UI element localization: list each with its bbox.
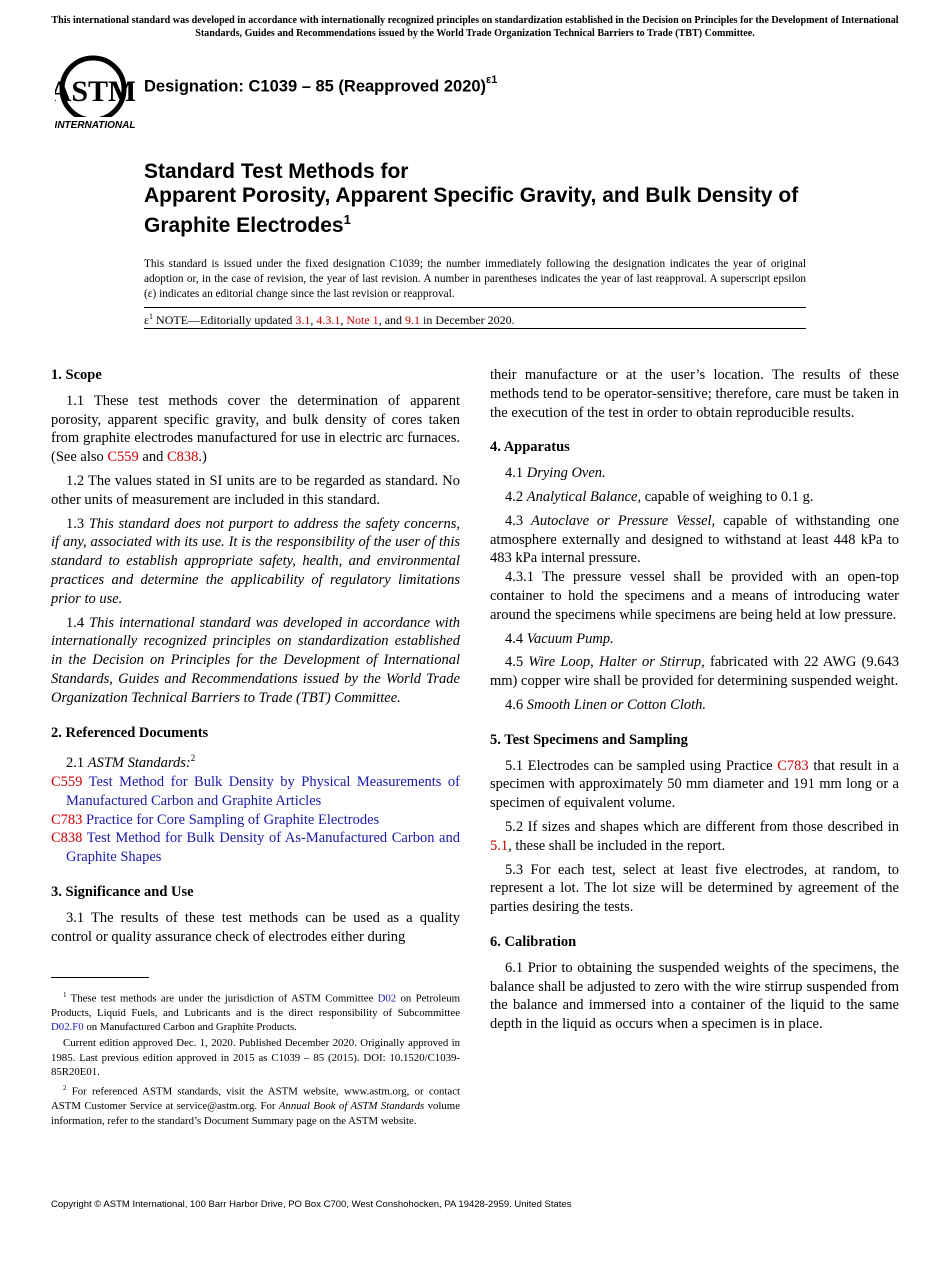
para-2-1 bbox=[51, 749, 460, 773]
para-text: 5.2 If sizes and shapes which are different from those described in bbox=[505, 818, 899, 835]
link-note-1[interactable]: Note 1 bbox=[346, 313, 379, 327]
para-text: capable of withstanding one atmosphere externally and designed to withstand at least 448 kPa to 483 kPa internal pressure. bbox=[490, 512, 900, 567]
para-text: capable of weighing to 0.1 g. bbox=[641, 488, 814, 505]
para-text: fabricated with 22 AWG (9.643 mm) copper wire shall be provided for determining suspended weight. bbox=[490, 654, 900, 690]
title-line2 bbox=[144, 184, 864, 238]
para-number: 4.4 bbox=[505, 630, 527, 647]
footnotes bbox=[51, 988, 460, 1130]
ref-code[interactable]: C783 bbox=[51, 811, 83, 828]
para-number: 4.2 bbox=[505, 488, 527, 505]
footnote-1 bbox=[51, 988, 460, 1034]
note-sep: , bbox=[310, 313, 317, 327]
para-number: 4.6 bbox=[505, 696, 527, 713]
issuance-note: This standard is issued under the fixed designation C1039; the number immediately following the designation indicates the year of original adoption or, in the case of revision, the year of last revision. A number in parentheses indicates the year of last reapproval. A superscript epsilon (ε) indicates an editorial change since the last revision or reapproval. bbox=[144, 258, 806, 300]
para-text: Wire Loop, Halter or Stirrup, bbox=[528, 654, 705, 671]
para-text: ASTM Standards: bbox=[87, 755, 191, 772]
para-4-6 bbox=[490, 696, 899, 715]
para-text: that result in a specimen with approximately 50 mm diameter and 191 mm long or a specimen of equivalent volume. bbox=[490, 757, 900, 812]
footnote-text: For referenced ASTM standards, visit the ASTM website, www.astm.org, or contact ASTM Customer Service at service@astm.org. For bbox=[51, 1085, 460, 1113]
para-number: 4.3 bbox=[505, 512, 532, 529]
section-heading-apparatus: 4. Apparatus bbox=[490, 439, 570, 456]
link-d02-f0[interactable]: D02.F0 bbox=[51, 1021, 84, 1034]
link-3-1[interactable]: 3.1 bbox=[295, 313, 311, 327]
link-d02[interactable]: D02 bbox=[377, 992, 397, 1005]
epsilon-sup: 1 bbox=[149, 312, 154, 321]
document-title bbox=[144, 160, 864, 238]
para-text: 5.1 Electrodes can be sampled using Practice bbox=[505, 757, 778, 774]
logo-mark: ASTM bbox=[55, 75, 135, 108]
para-number: 1.3 bbox=[66, 515, 89, 532]
title-footnote-marker: 1 bbox=[343, 212, 351, 227]
designation-superscript: ε1 bbox=[486, 74, 498, 86]
right-column bbox=[490, 366, 899, 1039]
para-text: Drying Oven. bbox=[526, 465, 606, 482]
para-text: Autoclave or Pressure Vessel, bbox=[531, 512, 716, 529]
tbt-banner: This international standard was developed in accordance with internationally recognized principles on standardization established in the Decision on Principles for the Development of International Standards, Guides and Recommendations issued by the World Trade Organization Technical Barriers to Trade (TBT) Committee. bbox=[51, 15, 899, 39]
ref-item[interactable] bbox=[51, 773, 460, 811]
para-text: , these shall be included in the report. bbox=[508, 837, 726, 854]
para-text: Smooth Linen or Cotton Cloth. bbox=[526, 696, 707, 713]
note-suffix: in December 2020. bbox=[420, 313, 515, 327]
para-text: Vacuum Pump. bbox=[526, 630, 614, 647]
para-text: This international standard was developed in accordance with internationally recognized principles on standardization established in the Decision on Principles for the Development of International Standards, Guides and Recommendations issued by the World Trade Organization Technical Barriers to Trade (TBT) Committee. bbox=[51, 614, 460, 706]
designation-label: Designation: C1039 – 85 (Reapproved 2020) bbox=[144, 77, 487, 96]
para-text: This standard does not purport to address the safety concerns, if any, associated with its use. It is the responsibility of the user of this standard to establish appropriate safety, health, and environmental practices and determine the applicability of regulatory limitations prior to use. bbox=[51, 515, 461, 607]
ref-item[interactable] bbox=[51, 811, 460, 830]
astm-logo bbox=[55, 55, 135, 135]
ref-title[interactable]: Test Method for Bulk Density of As-Manufactured Carbon and Graphite Shapes bbox=[66, 830, 460, 866]
footnote-number: 1 bbox=[63, 991, 67, 999]
para-4-1 bbox=[490, 464, 899, 483]
epsilon-symbol: ε bbox=[144, 313, 150, 327]
para-number: 4.5 bbox=[505, 654, 529, 671]
para-1-3 bbox=[51, 515, 460, 609]
ref-item[interactable] bbox=[51, 829, 460, 867]
title-main: Apparent Porosity, Apparent Specific Gravity, and Bulk Density of Graphite Electrodes bbox=[144, 184, 799, 237]
note-sep: , and bbox=[378, 313, 406, 327]
footnote-text: volume information, refer to the standard’s Document Summary page on the ASTM website. bbox=[51, 1100, 460, 1127]
para-1-1 bbox=[51, 392, 460, 467]
epsilon-note bbox=[144, 312, 515, 328]
left-column bbox=[51, 366, 460, 951]
footnote-text: These test methods are under the jurisdiction of ASTM Committee bbox=[66, 992, 378, 1005]
para-text: .) bbox=[198, 449, 207, 466]
para-1-2: 1.2 The values stated in SI units are to be regarded as standard. No other units of measurement are included in this standard. bbox=[51, 472, 460, 508]
para-6-1: 6.1 Prior to obtaining the suspended weights of the specimens, the balance shall be adjusted to zero with the wire stirrup suspended from the balance and immersed into a container of the liquid to the same depth in the liquid as occurs when a specimen is in place. bbox=[490, 959, 899, 1033]
para-text: and bbox=[138, 449, 167, 466]
section-heading-specimens: 5. Test Specimens and Sampling bbox=[490, 731, 688, 748]
para-number: 1.4 bbox=[66, 614, 90, 631]
ref-title[interactable]: Practice for Core Sampling of Graphite Electrodes bbox=[86, 811, 380, 828]
edition-note: Current edition approved Dec. 1, 2020. Published December 2020. Originally approved in 1985. Last previous edition approved in 2015 as C1039 – 85 (2015). DOI: 10.1520/C1039-85R20E01. bbox=[51, 1037, 460, 1079]
para-4-5 bbox=[490, 653, 899, 691]
section-heading-referenced: 2. Referenced Documents bbox=[51, 724, 209, 741]
section-heading-scope: 1. Scope bbox=[51, 367, 102, 383]
link-5-1[interactable]: 5.1 bbox=[490, 837, 509, 854]
link-c559[interactable]: C559 bbox=[107, 449, 139, 466]
designation bbox=[144, 76, 497, 97]
para-number: 4.1 bbox=[505, 465, 527, 482]
footnote-text: on Petroleum Products, Liquid Fuels, and Lubricants and is the direct responsibility of Subcommittee bbox=[51, 992, 460, 1019]
ref-code[interactable]: C559 bbox=[51, 773, 83, 790]
title-line1: Standard Test Methods for bbox=[144, 160, 409, 183]
footnote-text: Annual Book of ASTM Standards bbox=[278, 1100, 425, 1113]
para-4-3-1: 4.3.1 The pressure vessel shall be provided with an open-top container to hold the specimens and a means of introducing water around the specimens while specimens are being held at low pressure. bbox=[490, 569, 899, 623]
link-9-1[interactable]: 9.1 bbox=[405, 313, 421, 327]
para-1-4 bbox=[51, 614, 460, 708]
note-prefix: NOTE—Editorially updated bbox=[153, 313, 296, 327]
link-4-3-1[interactable]: 4.3.1 bbox=[316, 313, 341, 327]
footnote-marker: 2 bbox=[190, 753, 196, 764]
divider-top bbox=[144, 307, 806, 308]
divider-bottom bbox=[144, 328, 806, 329]
ref-title[interactable]: Test Method for Bulk Density by Physical Measurements of Manufactured Carbon and Graphite Articles bbox=[66, 773, 460, 809]
para-5-2 bbox=[490, 818, 899, 856]
footnote-number: 2 bbox=[63, 1084, 67, 1093]
para-5-3: 5.3 For each test, select at least five electrodes, at random, to represent a lot. The lot size will be determined by agreement of the parties desiring the tests. bbox=[490, 861, 899, 916]
para-3-1: 3.1 The results of these test methods can be used as a quality control or quality assurance check of electrodes either during bbox=[51, 909, 460, 945]
footnote-divider bbox=[51, 977, 149, 978]
link-c838[interactable]: C838 bbox=[166, 449, 199, 466]
link-c783[interactable]: C783 bbox=[777, 757, 809, 774]
para-4-3 bbox=[490, 512, 899, 568]
para-4-4 bbox=[490, 630, 899, 649]
para-number: 2.1 bbox=[66, 755, 88, 772]
footnote-2 bbox=[51, 1081, 460, 1127]
section-heading-significance: 3. Significance and Use bbox=[51, 883, 194, 900]
section-heading-calibration: 6. Calibration bbox=[490, 933, 577, 950]
footnote-text: on Manufactured Carbon and Graphite Products. bbox=[83, 1021, 297, 1034]
copyright-footer: Copyright © ASTM International, 100 Barr Harbor Drive, PO Box C700, West Conshohocken, PA 19428-2959. United States bbox=[51, 1199, 572, 1210]
para-5-1 bbox=[490, 757, 899, 813]
para-text: Analytical Balance, bbox=[526, 488, 642, 505]
ref-code[interactable]: C838 bbox=[51, 830, 83, 847]
para-text: 1.1 These test methods cover the determination of apparent porosity, apparent specific gravity, and bulk density of cores taken from graphite electrodes manufactured for use in electric arc furnaces. (See also bbox=[51, 392, 460, 466]
note-sep: , bbox=[340, 313, 347, 327]
para-3-1-continued: their manufacture or at the user’s location. The results of these methods tend to be operator-sensitive; therefore, care must be taken in the execution of the test in order to obtain reproducible results. bbox=[490, 367, 899, 421]
logo-subtitle: INTERNATIONAL bbox=[55, 120, 135, 131]
para-4-2 bbox=[490, 488, 899, 507]
